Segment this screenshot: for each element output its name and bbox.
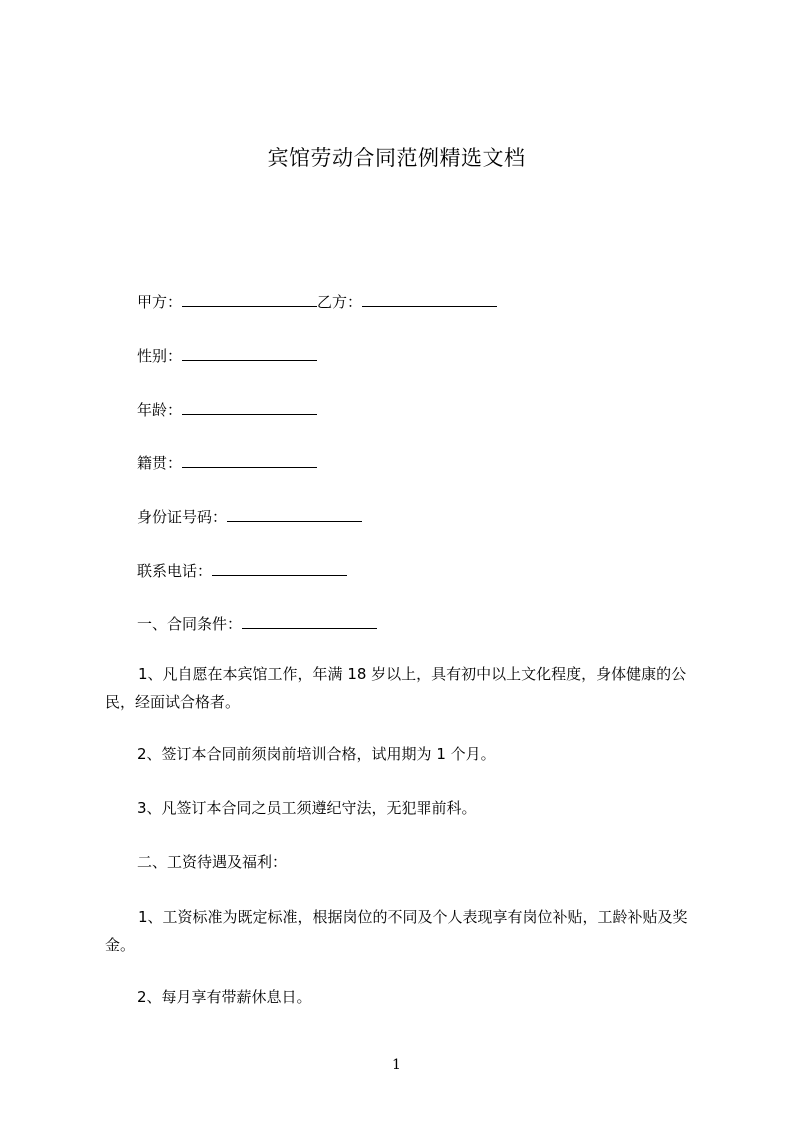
section1-heading-line: [137, 614, 377, 634]
origin-label: 籍贯：: [137, 454, 183, 472]
party-b-blank[interactable]: [362, 292, 497, 307]
section2-heading: 二、工资待遇及福利：: [137, 853, 288, 871]
party-a-blank[interactable]: [182, 292, 317, 307]
section1-item3: 3、凡签订本合同之员工须遵纪守法，无犯罪前科。: [137, 799, 477, 817]
origin-blank[interactable]: [182, 453, 317, 468]
age-line: [137, 400, 317, 420]
gender-blank[interactable]: [182, 346, 317, 361]
age-label: 年龄：: [137, 401, 183, 419]
phone-line: [137, 561, 347, 581]
phone-blank[interactable]: [212, 561, 347, 576]
section1-heading: 一、合同条件：: [137, 615, 243, 633]
page-number: 1: [392, 1057, 401, 1073]
id-number-label: 身份证号码：: [137, 508, 228, 526]
gender-label: 性别：: [137, 347, 183, 365]
age-blank[interactable]: [182, 400, 317, 415]
document-title: 宾馆劳动合同范例精选文档: [267, 146, 526, 170]
party-line: [137, 292, 497, 312]
id-number-blank[interactable]: [227, 507, 362, 522]
party-a-label: 甲方：: [137, 293, 183, 311]
section2-item1: 1、工资标准为既定标准，根据岗位的不同及个人表现享有岗位补贴，工龄补贴及奖金。: [105, 908, 688, 954]
section1-item2: 2、签订本合同前须岗前培训合格，试用期为 1 个月。: [137, 745, 496, 763]
section2-item2: 2、每月享有带薪休息日。: [137, 988, 312, 1006]
section1-item1: 1、凡自愿在本宾馆工作，年满 18 岁以上，具有初中以上文化程度，身体健康的公民，经面试合格者。: [105, 665, 687, 711]
origin-line: [137, 453, 317, 473]
section1-blank[interactable]: [242, 614, 377, 629]
id-number-line: [137, 507, 362, 527]
gender-line: [137, 346, 317, 366]
party-b-label: 乙方：: [317, 293, 363, 311]
phone-label: 联系电话：: [137, 562, 213, 580]
